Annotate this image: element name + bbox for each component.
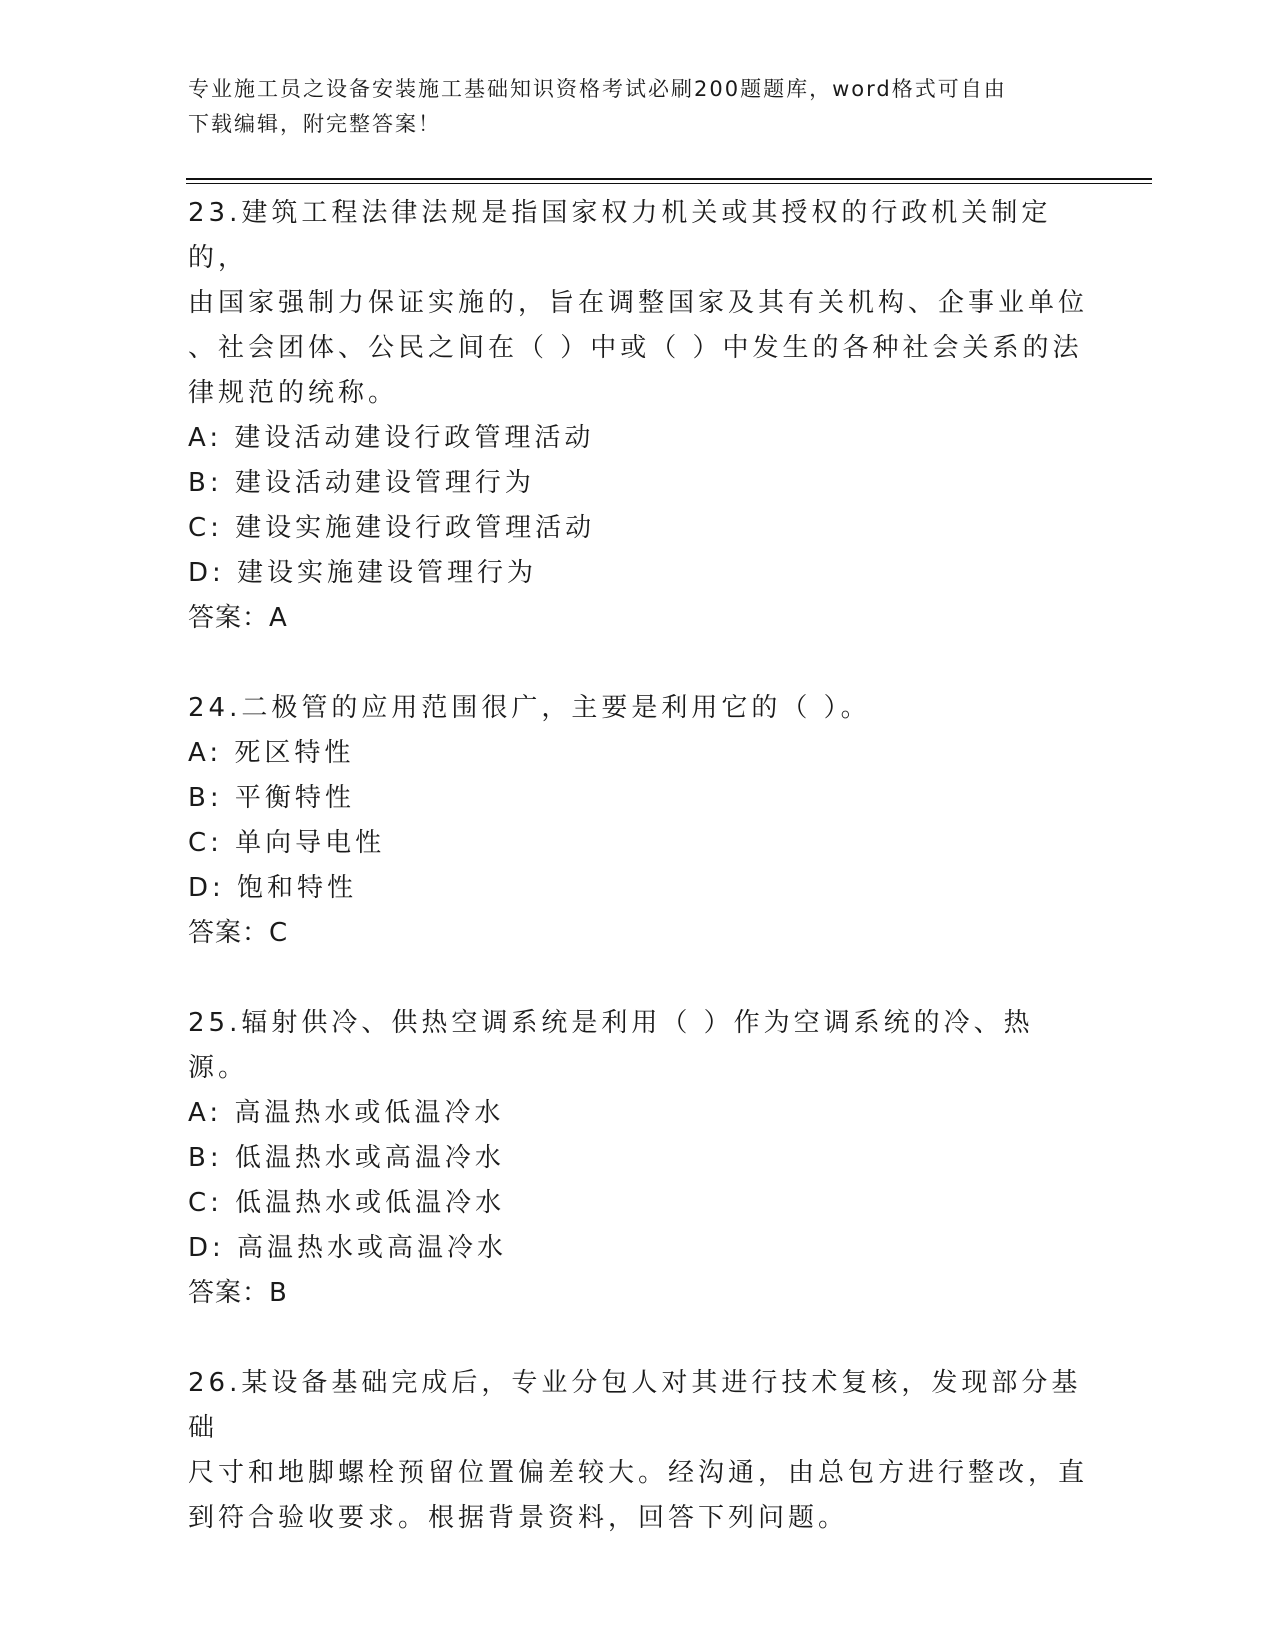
question-25	[188, 1001, 1088, 1316]
option-a: A: 死区特性	[188, 738, 355, 768]
answer-label: 答案：C	[188, 918, 289, 948]
answer-label: 答案：B	[188, 1278, 288, 1308]
option-b: B: 平衡特性	[188, 783, 355, 813]
question-stem-line: 25.辐射供冷、供热空调系统是利用（ ）作为空调系统的冷、热源。	[188, 1008, 1034, 1083]
option-d: D: 饱和特性	[188, 873, 358, 903]
question-24	[188, 686, 1088, 956]
question-stem-line: 26.某设备基础完成后，专业分包人对其进行技术复核，发现部分基础	[188, 1368, 1082, 1443]
question-list	[188, 188, 1088, 1541]
header-line-1: 专业施工员之设备安装施工基础知识资格考试必刷200题题库，word格式可自由	[188, 77, 1007, 101]
question-stem-line: 由国家强制力保证实施的，旨在调整国家及其有关机构、企事业单位	[188, 288, 1089, 318]
option-b: B: 低温热水或高温冷水	[188, 1143, 505, 1173]
question-stem-line: 尺寸和地脚螺栓预留位置偏差较大。经沟通，由总包方进行整改，直	[188, 1458, 1089, 1488]
header-divider-thick	[186, 178, 1152, 180]
question-26	[188, 1361, 1088, 1541]
question-stem-line: 到符合验收要求。根据背景资料，回答下列问题。	[188, 1503, 849, 1533]
question-stem-line: 、社会团体、公民之间在（ ）中或（ ）中发生的各种社会关系的法	[188, 333, 1083, 363]
question-stem-line: 24.二极管的应用范围很广，主要是利用它的（ ）。	[188, 693, 871, 723]
option-d: D: 建设实施建设管理行为	[188, 558, 538, 588]
header-line-2: 下载编辑，附完整答案！	[188, 112, 441, 136]
question-stem-line: 律规范的统称。	[188, 378, 399, 408]
option-c: C: 低温热水或低温冷水	[188, 1188, 506, 1218]
option-c: C: 单向导电性	[188, 828, 386, 858]
option-c: C: 建设实施建设行政管理活动	[188, 513, 596, 543]
option-a: A: 高温热水或低温冷水	[188, 1098, 505, 1128]
document-header	[188, 72, 1068, 142]
header-divider-thin	[186, 183, 1152, 184]
option-d: D: 高温热水或高温冷水	[188, 1233, 508, 1263]
question-stem-line: 23.建筑工程法律法规是指国家权力机关或其授权的行政机关制定的，	[188, 198, 1052, 273]
question-23	[188, 191, 1088, 641]
option-b: B: 建设活动建设管理行为	[188, 468, 535, 498]
answer-label: 答案：A	[188, 603, 288, 633]
option-a: A: 建设活动建设行政管理活动	[188, 423, 595, 453]
